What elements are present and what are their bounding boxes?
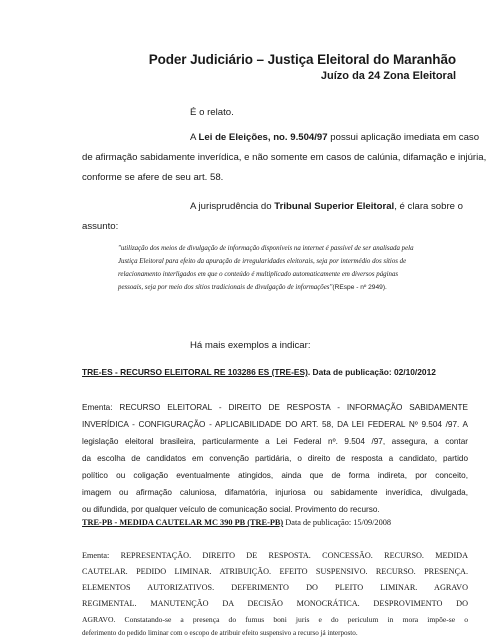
case-2-line-1: Ementa: REPRESENTAÇÃO. DIREITO DE RESPOSTA. CONCESSÃO. RECURSO. MEDIDA <box>82 551 468 560</box>
case-1-line-2: INVERÍDICA - CONFIGURAÇÃO - APLICABILIDADE DO ART. 58, DA LEI FEDERAL Nº 9.504 /97. A <box>82 420 468 429</box>
quote-line-4: pessoais, seja por meio dos sítios tradicionais de divulgação de informações"(REspe - nº 2949). <box>118 284 387 291</box>
case-2-line-5: AGRAVO. Constatando-se a presença do fumus boni juris e do periculum in mora impõe-se o <box>82 615 468 624</box>
case-1-line-6: imagem ou afirmação caluniosa, difamatória, injuriosa ou sabidamente inverídica, divulgada, <box>82 488 468 497</box>
quote-line-3: relacionamento interligados em que o conteúdo é multiplicado automaticamente em diversos páginas <box>118 271 399 278</box>
quote-line-1: "utilização dos meios de divulgação de informação disponíveis na internet é passível de ser analisada pela <box>118 245 414 252</box>
case-2-title: TRE-PB - MEDIDA CAUTELAR MC 390 PB (TRE-PB) Data de publicação: 15/09/2008 <box>82 518 392 527</box>
case-1-line-5: político ou coligação eventualmente atingidos, ainda que de forma indireta, por conceito, <box>82 471 468 480</box>
paragraph-1-line-1: A Lei de Eleições, no. 9.504/97 possui aplicação imediata em caso <box>190 132 480 143</box>
examples-intro: Há mais exemplos a indicar: <box>190 340 311 351</box>
paragraph-2-line-1: A jurisprudência do Tribunal Superior Eleitoral, é clara sobre o <box>190 201 464 212</box>
paragraph-1-line-3: conforme se afere de seu art. 58. <box>82 172 224 183</box>
quote-line-2: Justiça Eleitoral para efeito da apuração de irregularidades eleitorais, seja por intermédio dos sítios de <box>118 258 407 265</box>
case-1-title: TRE-ES - RECURSO ELEITORAL RE 103286 ES (TRE-ES). Data de publicação: 02/10/2012 <box>82 367 436 377</box>
case-2-line-3: ELEMENTOS AUTORIZATIVOS. DEFERIMENTO DO PLEITO LIMINAR. AGRAVO <box>82 583 468 592</box>
case-1-line-3: legislação eleitoral brasileira, particularmente a Lei Federal nº. 9.504 /97, assegura, a contar <box>82 437 468 446</box>
court-heading: Poder Judiciário – Justiça Eleitoral do Maranhão <box>148 52 456 67</box>
case-2-line-4: REGIMENTAL. MANUTENÇÃO DA DECISÃO MONOCRÁTICA. DESPROVIMENTO DO <box>82 599 468 608</box>
case-2-line-6: deferimento do pedido liminar com o escopo de atribuir efeito suspensivo a recurso já interposto. <box>82 629 358 637</box>
relato-text: É o relato. <box>190 107 234 118</box>
case-1-line-1: Ementa: RECURSO ELEITORAL - DIREITO DE RESPOSTA - INFORMAÇÃO SABIDAMENTE <box>82 403 468 412</box>
case-2-line-2: CAUTELAR. PEDIDO LIMINAR. ATRIBUIÇÃO. EFEITO SUSPENSIVO. RECURSO. PRESENÇA. <box>82 567 468 576</box>
paragraph-1-line-2: de afirmação sabidamente inverídica, e não somente em casos de calúnia, difamação e injúria, <box>82 152 487 163</box>
case-1-line-7: ou difundida, por qualquer veículo de comunicação social. Provimento do recurso. <box>82 505 380 514</box>
case-1-line-4: da escolha de candidatos em convenção partidária, o direito de resposta a candidato, partido <box>82 454 468 463</box>
zone-heading: Juízo da 24 Zona Eleitoral <box>320 70 456 82</box>
paragraph-2-line-2: assunto: <box>82 221 119 232</box>
